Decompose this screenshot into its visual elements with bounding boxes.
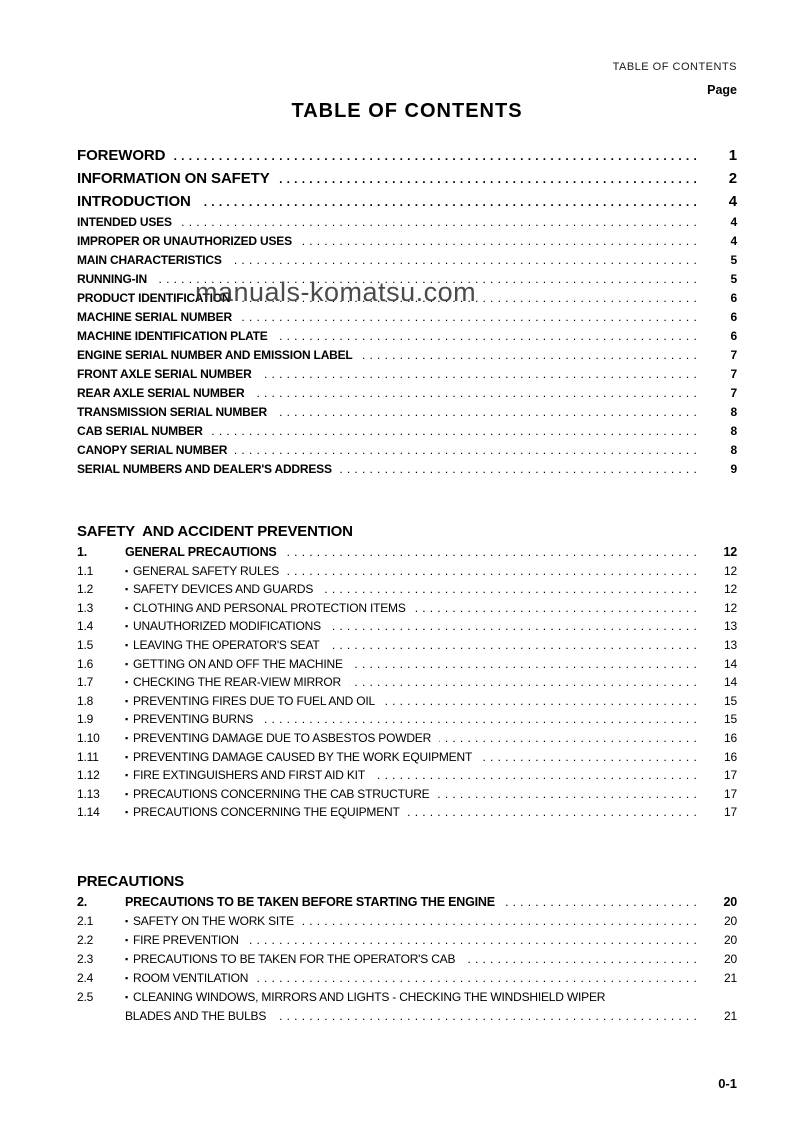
toc-entry (77, 327, 737, 346)
toc-entry (77, 543, 737, 562)
toc-entry-number: 1.3 (77, 600, 94, 615)
dot-leader (383, 692, 701, 711)
toc-entry-page: 17 (724, 768, 737, 783)
toc-entry-label: CANOPY SERIAL NUMBER (77, 443, 228, 457)
dot-leader (173, 144, 701, 168)
dot-leader (340, 460, 701, 479)
toc-entry (77, 636, 737, 655)
toc-entry-page: 7 (730, 386, 737, 400)
dot-leader (278, 167, 701, 191)
toc-entry (77, 692, 737, 711)
toc-entry-label: REAR AXLE SERIAL NUMBER (77, 386, 245, 400)
toc-entry-label: ▪ CLOTHING AND PERSONAL PROTECTION ITEMS (125, 600, 406, 615)
toc-entry-page: 9 (730, 462, 737, 476)
dot-leader (260, 365, 701, 384)
toc-entry-page: 6 (730, 329, 737, 343)
toc-entry-label: ▪ GETTING ON AND OFF THE MACHINE (125, 656, 343, 671)
square-bullet-icon: ▪ (125, 621, 128, 632)
toc-entry (77, 232, 737, 251)
toc-entry (77, 308, 737, 327)
square-bullet-icon: ▪ (125, 788, 128, 799)
toc-entry-page: 7 (730, 367, 737, 381)
square-bullet-icon: ▪ (125, 695, 128, 706)
dot-leader (302, 912, 701, 931)
toc-entry-number: 2. (77, 894, 88, 909)
toc-entry-page: 4 (730, 234, 737, 248)
toc-entry-page: 4 (730, 215, 737, 229)
dot-leader (274, 1007, 701, 1026)
dot-leader (503, 893, 701, 912)
toc-entry-label: MACHINE SERIAL NUMBER (77, 310, 232, 324)
toc-entry (77, 251, 737, 270)
dot-leader (328, 636, 702, 655)
toc-entry-number: 1.10 (77, 730, 100, 745)
toc-entry (77, 655, 737, 674)
toc-entry-number: 2.2 (77, 932, 94, 947)
toc-entry-number: 1.2 (77, 582, 94, 597)
toc-entry-number: 1.14 (77, 805, 100, 820)
dot-leader (230, 251, 701, 270)
toc-entry (77, 710, 737, 729)
toc-entry (77, 950, 737, 969)
toc-entry (77, 785, 737, 804)
toc-entry-number: 1.13 (77, 786, 100, 801)
square-bullet-icon: ▪ (125, 639, 128, 650)
square-bullet-icon: ▪ (125, 584, 128, 595)
toc-entry-page: 2 (728, 170, 737, 187)
toc-entry-number: 1.11 (77, 749, 99, 764)
toc-entry-page: 12 (723, 545, 737, 559)
dot-leader (256, 969, 701, 988)
toc-entry-page: 17 (724, 786, 737, 801)
toc-entry-label: CAB SERIAL NUMBER (77, 424, 203, 438)
toc-entry (77, 365, 737, 384)
dot-leader (414, 599, 701, 618)
square-bullet-icon: ▪ (125, 658, 128, 669)
toc-entry-number: 1.12 (77, 768, 100, 783)
toc-entry (77, 213, 737, 232)
toc-entry (77, 766, 737, 785)
toc-entry (77, 748, 737, 767)
toc-entry-page: 14 (724, 656, 737, 671)
square-bullet-icon: ▪ (125, 565, 128, 576)
square-bullet-icon: ▪ (125, 915, 128, 926)
square-bullet-icon: ▪ (125, 602, 128, 613)
toc-entry-page: 5 (730, 272, 737, 286)
toc-section (77, 520, 737, 822)
toc-entry-label: ▪ CLEANING WINDOWS, MIRRORS AND LIGHTS - CHECKING THE WINDSHIELD WIPER (125, 989, 606, 1004)
toc-entry-number: 1.5 (77, 637, 94, 652)
toc-entry (77, 403, 737, 422)
toc-entry-continuation (77, 1007, 737, 1026)
dot-leader (275, 403, 701, 422)
toc-entry-label: SERIAL NUMBERS AND DEALER'S ADDRESS (77, 462, 332, 476)
toc-entry-label: INTRODUCTION (77, 193, 191, 210)
toc-entry-label: ▪ CHECKING THE REAR-VIEW MIRROR (125, 675, 341, 690)
watermark-text: manuals-komatsu.com (195, 277, 477, 307)
toc-entry (77, 460, 737, 479)
toc-entry-page: 17 (724, 805, 737, 820)
toc-entry-label: ▪ FIRE EXTINGUISHERS AND FIRST AID KIT (125, 768, 365, 783)
toc-entry-label: ▪ FIRE PREVENTION (125, 932, 239, 947)
toc-entry-label: INTENDED USES (77, 215, 172, 229)
toc-entry-label: ▪ PREVENTING DAMAGE DUE TO ASBESTOS POWDER (125, 730, 432, 745)
toc-entry-page: 7 (730, 348, 737, 362)
toc-entry-label: ▪ PREVENTING BURNS (125, 712, 254, 727)
dot-leader (287, 562, 701, 581)
toc-entry-page: 12 (724, 582, 737, 597)
toc-entry-page: 8 (730, 424, 737, 438)
toc-entry (77, 912, 737, 931)
toc-entry (77, 562, 737, 581)
toc-entry-label: ▪ GENERAL SAFETY RULES (125, 563, 280, 578)
toc-entry-page: 20 (723, 894, 737, 909)
toc-entry (77, 190, 737, 213)
dot-leader (199, 190, 701, 214)
toc-entry-number: 2.5 (77, 989, 94, 1004)
toc-entry-page: 8 (730, 405, 737, 419)
dot-leader (321, 580, 701, 599)
toc-entry-label: ▪ PRECAUTIONS CONCERNING THE EQUIPMENT (125, 805, 400, 820)
toc-section (77, 870, 737, 1026)
toc-entry-label: BLADES AND THE BULBS (125, 1008, 267, 1023)
square-bullet-icon: ▪ (125, 770, 128, 781)
toc-entry (77, 931, 737, 950)
toc-entry-label: MACHINE IDENTIFICATION PLATE (77, 329, 268, 343)
toc-entry-page: 16 (724, 749, 737, 764)
toc-entry-page: 12 (724, 600, 737, 615)
toc-entry-label: ▪ ROOM VENTILATION (125, 970, 249, 985)
dot-leader (180, 213, 701, 232)
toc-entry-number: 1.8 (77, 693, 94, 708)
toc-entry (77, 599, 737, 618)
dot-leader (247, 931, 701, 950)
toc-entry-page: 21 (724, 970, 737, 985)
toc-entry-page: 15 (724, 712, 737, 727)
toc-entry-page: 21 (724, 1008, 737, 1023)
dot-leader (351, 655, 701, 674)
toc-entry (77, 729, 737, 748)
toc-entry-label: MAIN CHARACTERISTICS (77, 253, 222, 267)
dot-leader (439, 729, 701, 748)
dot-leader (300, 232, 701, 251)
dot-leader (211, 422, 701, 441)
toc-entry-page: 12 (724, 563, 737, 578)
toc-entry-page: 13 (724, 619, 737, 634)
toc-entry-page: 20 (724, 913, 737, 928)
toc-entry-label: ▪ PREVENTING FIRES DUE TO FUEL AND OIL (125, 693, 375, 708)
toc-entry-number: 2.3 (77, 951, 94, 966)
toc-entry (77, 969, 737, 988)
toc-entry-page: 20 (724, 951, 737, 966)
toc-entry (77, 893, 737, 912)
section-heading: SAFETY AND ACCIDENT PREVENTION (77, 523, 353, 540)
dot-leader (252, 384, 701, 403)
dot-leader (235, 441, 701, 460)
dot-leader (437, 785, 701, 804)
toc-entry-page: 14 (724, 675, 737, 690)
toc-entry-number: 1. (77, 545, 88, 559)
toc-section (77, 144, 737, 479)
square-bullet-icon: ▪ (125, 714, 128, 725)
toc-entry-page: 5 (730, 253, 737, 267)
square-bullet-icon: ▪ (125, 677, 128, 688)
toc-entry (77, 803, 737, 822)
toc-entry-number: 1.6 (77, 656, 94, 671)
toc-entry-page: 16 (724, 730, 737, 745)
page-column-label: Page (707, 83, 737, 97)
toc-entry (77, 144, 737, 167)
toc-entry-label: ▪ SAFETY ON THE WORK SITE (125, 913, 294, 928)
toc-entry-label: ▪ SAFETY DEVICES AND GUARDS (125, 582, 314, 597)
dot-leader (349, 673, 701, 692)
square-bullet-icon: ▪ (125, 934, 128, 945)
dot-leader (329, 617, 701, 636)
toc-entry-label: ENGINE SERIAL NUMBER AND EMISSION LABEL (77, 348, 353, 362)
toc-entry-number: 1.7 (77, 675, 94, 690)
toc-entry-page: 4 (728, 193, 737, 210)
toc-entry (77, 422, 737, 441)
dot-leader (408, 803, 701, 822)
toc-entry (77, 384, 737, 403)
square-bullet-icon: ▪ (125, 751, 128, 762)
toc-entry-page: 15 (724, 693, 737, 708)
toc-entry-page: 13 (724, 637, 737, 652)
page-number-footer: 0-1 (718, 1076, 737, 1091)
toc-entry-label: IMPROPER OR UNAUTHORIZED USES (77, 234, 292, 248)
toc-entry-label: RUNNING-IN (77, 272, 147, 286)
toc-entry-page: 6 (730, 291, 737, 305)
toc-entry-number: 1.1 (77, 563, 94, 578)
dot-leader (285, 543, 701, 562)
toc-entry-label: ▪ PRECAUTIONS CONCERNING THE CAB STRUCTURE (125, 786, 430, 801)
toc-entry-label: PRODUCT IDENTIFICATION (77, 291, 231, 305)
toc-entry-label: INFORMATION ON SAFETY (77, 170, 270, 187)
toc-entry-label: ▪ PRECAUTIONS TO BE TAKEN FOR THE OPERATOR'S CAB (125, 951, 456, 966)
toc-entry-label: FOREWORD (77, 147, 166, 164)
toc-entry (77, 580, 737, 599)
toc-entry-label: PRECAUTIONS TO BE TAKEN BEFORE STARTING THE ENGINE (125, 894, 495, 909)
toc-entry-label: GENERAL PRECAUTIONS (125, 545, 277, 559)
toc-entry (77, 617, 737, 636)
dot-leader (480, 748, 701, 767)
toc-entry (77, 673, 737, 692)
dot-leader (240, 308, 701, 327)
toc-entry-number: 2.4 (77, 970, 94, 985)
dot-leader (373, 766, 701, 785)
toc-entry-label: TRANSMISSION SERIAL NUMBER (77, 405, 267, 419)
toc-entry (77, 167, 737, 190)
toc-entry-page: 6 (730, 310, 737, 324)
square-bullet-icon: ▪ (125, 991, 128, 1002)
toc-entry (77, 988, 737, 1007)
dot-leader (361, 346, 701, 365)
square-bullet-icon: ▪ (125, 807, 128, 818)
dot-leader (261, 710, 701, 729)
toc-entry-page: 1 (728, 147, 737, 164)
toc-entry-number: 1.9 (77, 712, 94, 727)
square-bullet-icon: ▪ (125, 953, 128, 964)
toc-entry-page: 20 (724, 932, 737, 947)
page-title: TABLE OF CONTENTS (291, 100, 523, 122)
toc-entry-label: ▪ UNAUTHORIZED MODIFICATIONS (125, 619, 321, 634)
toc-entry (77, 441, 737, 460)
toc-entry-label: ▪ LEAVING THE OPERATOR'S SEAT (125, 637, 320, 652)
square-bullet-icon: ▪ (125, 732, 128, 743)
square-bullet-icon: ▪ (125, 972, 128, 983)
running-header: TABLE OF CONTENTS (612, 61, 737, 73)
toc-entry (77, 346, 737, 365)
toc-entry-number: 1.4 (77, 619, 94, 634)
dot-leader (463, 950, 701, 969)
toc-entry-label: ▪ PREVENTING DAMAGE CAUSED BY THE WORK EQUIPMENT (125, 749, 473, 764)
toc-entry-label: FRONT AXLE SERIAL NUMBER (77, 367, 252, 381)
dot-leader (276, 327, 701, 346)
section-heading: PRECAUTIONS (77, 872, 184, 890)
toc-entry-number: 2.1 (77, 913, 94, 928)
toc-entry-page: 8 (730, 443, 737, 457)
